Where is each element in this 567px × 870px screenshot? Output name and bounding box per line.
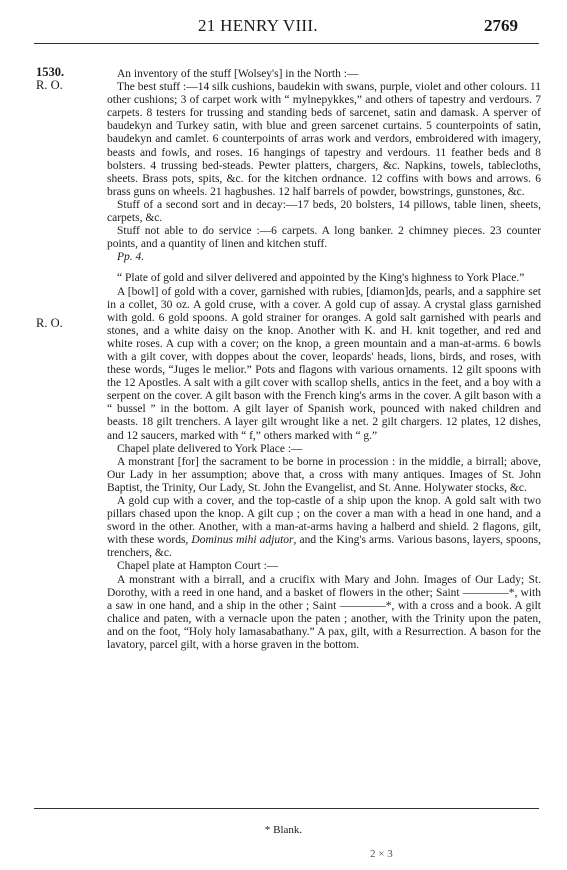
document-body xyxy=(107,68,541,652)
chapel-plate-york-heading: Chapel plate delivered to York Place :— xyxy=(117,442,303,455)
footnote: * Blank. xyxy=(264,824,303,836)
margin-year-ref xyxy=(36,66,64,92)
dominus-motto: Dominus mihi adjutor xyxy=(191,534,294,547)
best-stuff-paragraph: The best stuff :—14 silk cushions, baudekin with swans, purple, violet and other colours. 11 other cushions; 3 of carpet work with “ mylnepykkes,” and others of tapestry and verdours. 7 carpets. 8 testers for trussing and standing beds of sarcenet, satin and damask. A sperver of baudekyn and Turkey satin, with blue and green sarcenet curtains. 5 counterpoints of satin, baudekyn and camlet. 6 counterpoints of arras work and verdors, embroidered with imagery, beasts and fowls, and roses. 16 hangings of tapestry and verdours. 11 feather beds and 8 bolsters. 4 trussing bed-steads. Pewter platters, chargers, &c. Napkins, towels, tablecloths, sheets. Brass pots, spits, &c. for the kitchen ordnance. 12 coffins with bows and arrows. 6 brass guns on wheels. 21 hagbushes. 12 half barrels of powder, bowstrings, gunstones, &c. xyxy=(107,81,541,198)
hampton-monstrant-paragraph: A monstrant with a birrall, and a crucifix with Mary and John. Images of Our Lady; St. Dorothy, with a reed in one hand, and a basket of flowers in the other; Saint ————*, with a saw in one hand, and a ship in the other ; Saint ————*, with a cross and a book. A gilt chalice and paten, with a vernacle upon the paten ; another, with the Trinity upon the paten, and on the foot, “Holy holy lamasabathany.” A pax, gilt, with a Resurrection. A bason for the lavatory, parcel gilt, with a horse graven in the bottom. xyxy=(107,573,541,652)
not-able-paragraph: Stuff not able to do service :—6 carpets. A long banker. 2 chimney pieces. 23 counter points, and a quantity of linen and kitchen stuff. xyxy=(107,225,541,251)
gold-cup-text: A gold cup with a cover, and the top-castle of a ship upon the knop. A gold salt with two pillars chased upon the knop. A gilt cup ; on the cover a man with a head in one hand, and a sword in the other. Another, with a man-at-arms having a halberd and shield. 2 flagons, gilt, with these words, xyxy=(107,495,541,547)
inventory-heading: An inventory of the stuff [Wolsey's] in the North :— xyxy=(117,68,359,80)
gold-cup-text-end: , and the King's arms. Various basons, layers, spoons, trenchers, &c. xyxy=(107,534,542,560)
second-sort-paragraph: Stuff of a second sort and in decay:—17 beds, 20 bolsters, 14 pillows, table linen, sheets, carpets, &c. xyxy=(107,198,541,225)
pages-note: Pp. 4. xyxy=(117,251,145,264)
margin-ref-ro-2: R. O. xyxy=(36,316,63,330)
plate-heading: “ Plate of gold and silver delivered and appointed by the King's highness to York Place.” xyxy=(117,272,525,285)
gold-plate-paragraph: A [bowl] of gold with a cover, garnished with rubies, [diamon]ds, pearls, and a sapphire set in a collet, 30 oz. A gold cruse, with a cover. A gold cup of assay. A crystal glass garnished with gold. 6 gold spoons. A gold strainer for oranges. A gold salt garnished with pearls and stones, and a white daisy on the knop. Another with K. and H. knit together, and red and white roses. A cup with a cover; on the knop, a green mountain and a man-at-arms. 6 bowls with a gilt cover, with doppes about the cover, leopards' heads, lions, birds, and roses, with these words, “Juges le melior.” Pots and flagons with various ornaments. 12 gilt spoons with the 12 Apostles. A salt with a gilt cover with scallop shells, antics in the feet, and a boy with a serpent on the cover. A gilt bason with the French king's arms in the cover. A gilt bason with a “ bussel ” in the bottom. A gilt layer of Spanish work, pounced with naked children and beasts. 18 gilt trenchers. A layer gilt wrought like a net. 2 gilt chargers. 12 plates, 12 dishes, and 12 saucers, marked with “ f,” others marked with “ g.” xyxy=(107,285,541,442)
chapel-plate-hampton-heading: Chapel plate at Hampton Court :— xyxy=(117,560,279,573)
monstrant-paragraph: A monstrant [for] the sacrament to be borne in procession : in the middle, a birrall; above, Our Lady in her assumption; above that, a cross with many antiques. Images of St. John Baptist, the Trinity, Our Lady, St. John the Evangelist, and St. Anne. Holywater stocks, &c. xyxy=(107,455,541,494)
margin-ref-block-2 xyxy=(36,317,63,330)
page-number: 2769 xyxy=(484,16,518,35)
header-rule xyxy=(34,43,539,44)
signature-mark: 2 × 3 xyxy=(370,848,393,860)
page-header xyxy=(0,14,567,38)
margin-year: 1530. xyxy=(36,65,65,79)
footnote-rule xyxy=(34,808,539,809)
gold-cup-paragraph xyxy=(107,495,541,560)
margin-ref-ro-1: R. O. xyxy=(36,78,63,92)
running-title: 21 HENRY VIII. xyxy=(198,16,318,35)
